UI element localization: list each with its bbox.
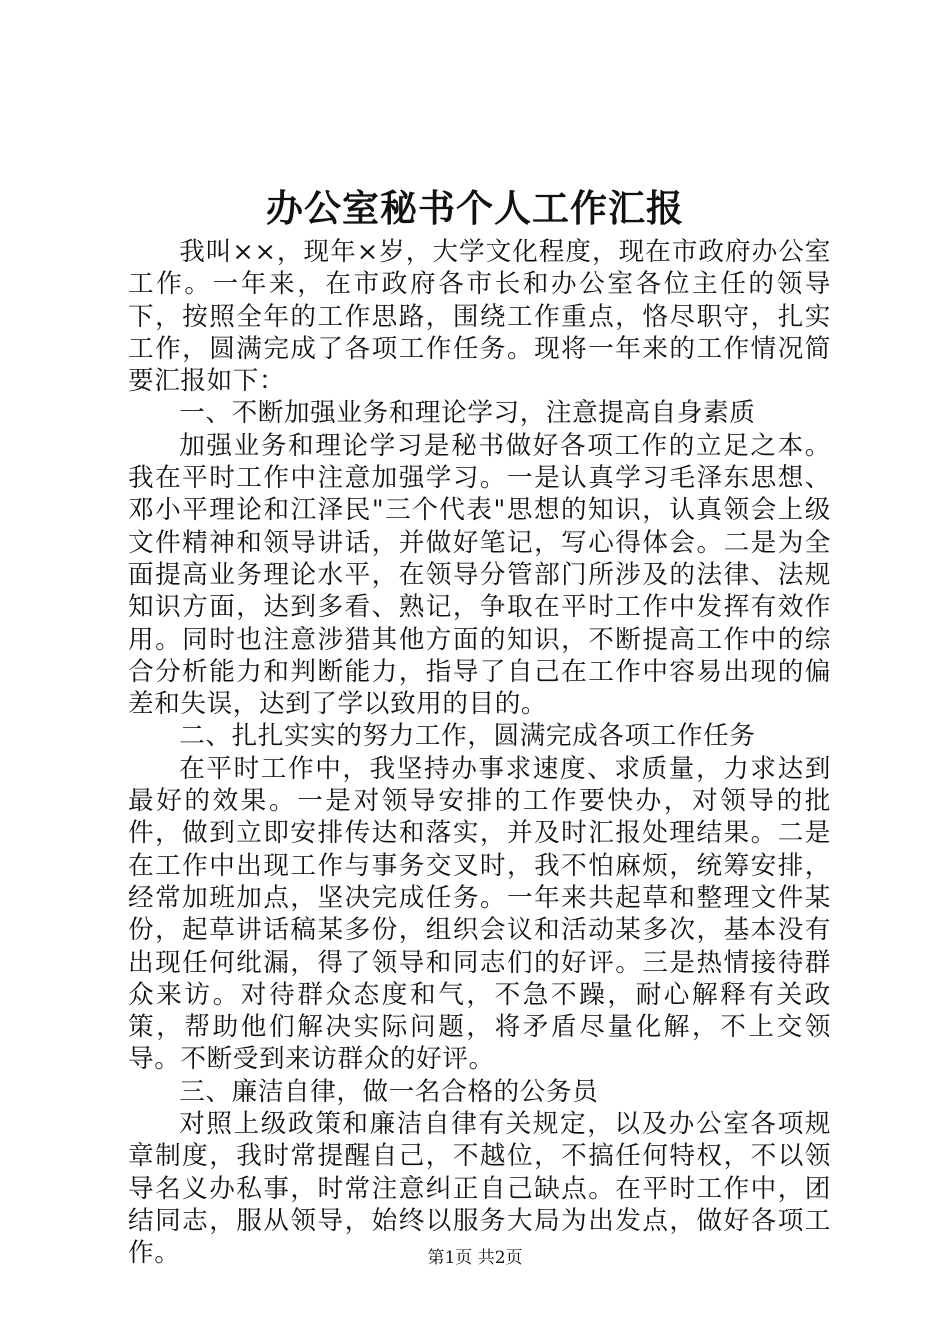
section-heading-1: 一、不断加强业务和理论学习，注意提高自身素质: [179, 398, 756, 429]
page-footer: 第1页 共2页: [427, 1248, 523, 1268]
section-heading-2: 二、扎扎实实的努力工作，圆满完成各项工作任务: [179, 721, 756, 752]
intro-paragraph: 我叫××，现年×岁，大学文化程度，现在市政府办公室工作。一年来，在市政府各市长和办公室各位主任的领导下，按照全年的工作思路，围绕工作重点，恪尽职守，扎实工作，圆满完成了各项工作任务。现将一年来的工作情况简要汇报如下：: [128, 237, 831, 397]
document-title: 办公室秘书个人工作汇报: [266, 186, 684, 230]
section-paragraph-1: 加强业务和理论学习是秘书做好各项工作的立足之本。我在平时工作中注意加强学习。一是认真学习毛泽东思想、邓小平理论和江泽民"三个代表"思想的知识，认真领会上级文件精神和领导讲话，并做好笔记，写心得体会。二是为全面提高业务理论水平，在领导分管部门所涉及的法律、法规知识方面，达到多看、熟记，争取在平时工作中发挥有效作用。同时也注意涉猎其他方面的知识，不断提高工作中的综合分析能力和判断能力，指导了自己在工作中容易出现的偏差和失误，达到了学以致用的目的。: [128, 430, 831, 720]
section-paragraph-2: 在平时工作中，我坚持办事求速度、求质量，力求达到最好的效果。一是对领导安排的工作要快办，对领导的批件，做到立即安排传达和落实，并及时汇报处理结果。二是在工作中出现工作与事务交叉时，我不怕麻烦，统筹安排，经常加班加点，坚决完成任务。一年来共起草和整理文件某份，起草讲话稿某多份，组织会议和活动某多次，基本没有出现任何纰漏，得了领导和同志们的好评。三是热情接待群众来访。对待群众态度和气，不急不躁，耐心解释有关政策，帮助他们解决实际问题，将矛盾尽量化解，不上交领导。不断受到来访群众的好评。: [128, 753, 831, 1075]
section-heading-3: 三、廉洁自律，做一名合格的公务员: [179, 1076, 599, 1107]
section-paragraph-3: 对照上级政策和廉洁自律有关规定，以及办公室各项规章制度，我时常提醒自己，不越位，不搞任何特权，不以领导名义办私事，时常注意纠正自己缺点。在平时工作中，团结同志，服从领导，始终以服务大局为出发点，做好各项工作。: [128, 1109, 831, 1269]
document-body: [128, 236, 831, 1270]
